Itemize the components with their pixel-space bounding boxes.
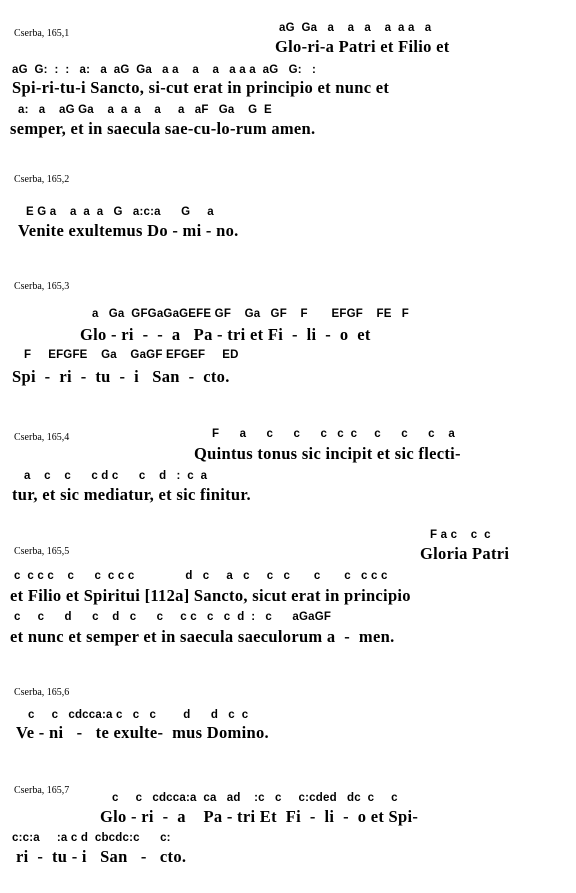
- neume-line: F a c c c c c c c c a: [212, 428, 455, 440]
- example-label: Cserba, 165,3: [14, 281, 70, 292]
- neume-line: E G a a a a G a:c:a G a: [26, 206, 214, 218]
- text-line: Glo - ri - a Pa - tri Et Fi - li - o et Spi-: [100, 807, 419, 826]
- neume-line: a: a aG Ga a a a a a aF Ga G E: [18, 104, 272, 116]
- neume-line: F EFGFE Ga GaGF EFGEF ED: [24, 349, 239, 361]
- neume-line: aG Ga a a a a a a a: [279, 22, 432, 34]
- neume-line: F a c c c: [430, 529, 491, 541]
- text-line: Venite exultemus Do - mi - no.: [18, 221, 239, 240]
- neume-line: c c c c c c c c c d c a c c c c c c c c: [14, 570, 388, 582]
- neume-line: c:c:a :a c d cbcdc:c c:: [12, 832, 171, 844]
- example-label: Cserba, 165,1: [14, 28, 70, 39]
- example-label: Cserba, 165,4: [14, 432, 70, 443]
- text-line: Ve - ni - te exulte- mus Domino.: [16, 723, 269, 742]
- text-line: Quintus tonus sic incipit et sic flecti-: [194, 444, 461, 463]
- text-line: et nunc et semper et in saecula saeculorum a - men.: [10, 627, 395, 646]
- example-label: Cserba, 165,2: [14, 174, 70, 185]
- example-label: Cserba, 165,5: [14, 546, 70, 557]
- neume-line: a c c c d c c d : c a: [24, 470, 208, 482]
- example-label: Cserba, 165,7: [14, 785, 70, 796]
- neume-line: c c cdcca:a c c c d d c c: [28, 709, 249, 721]
- text-line: ri - tu - i San - cto.: [16, 847, 187, 866]
- example-label: Cserba, 165,6: [14, 687, 70, 698]
- text-line: tur, et sic mediatur, et sic finitur.: [12, 485, 251, 504]
- text-line: Spi-ri-tu-i Sancto, si-cut erat in principio et nunc et: [12, 78, 390, 97]
- text-line: Glo-ri-a Patri et Filio et: [275, 37, 450, 56]
- neume-line: c c cdcca:a ca ad :c c c:cded dc c c: [112, 792, 398, 804]
- text-line: Gloria Patri: [420, 544, 510, 563]
- text-line: et Filio et Spiritui [112a] Sancto, sicut erat in principio: [10, 586, 411, 605]
- neume-line: c c d c d c c c c c c d : c aGaGF: [14, 611, 332, 623]
- neume-line: aG G: : : a: a aG Ga a a a a a a a aG G: :: [12, 64, 316, 76]
- text-line: Spi - ri - tu - i San - cto.: [12, 367, 230, 386]
- neume-line: a Ga GFGaGaGEFE GF Ga GF F EFGF FE F: [92, 308, 410, 320]
- text-line: semper, et in saecula sae-cu-lo-rum amen.: [10, 119, 316, 138]
- text-line: Glo - ri - - a Pa - tri et Fi - li - o et: [80, 325, 371, 344]
